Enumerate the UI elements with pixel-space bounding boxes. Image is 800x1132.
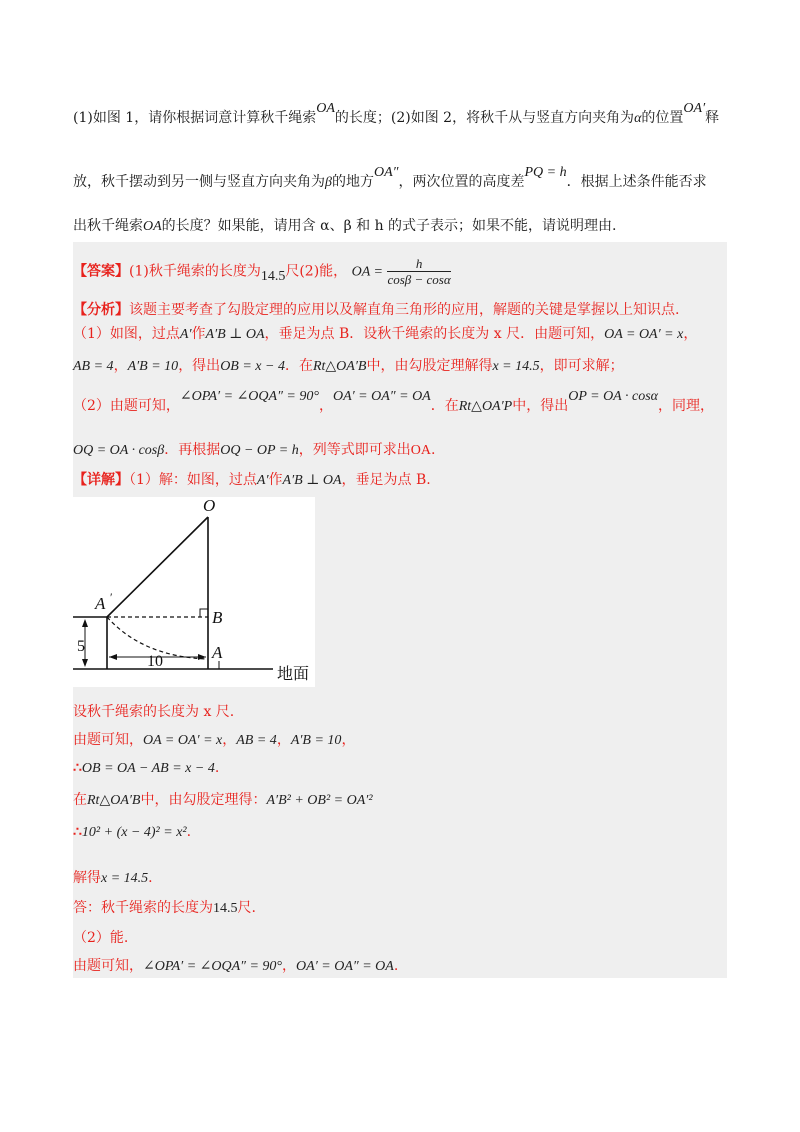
- label-b: B: [212, 608, 223, 627]
- label-10: 10: [147, 653, 163, 670]
- detail-line-5: 在Rt△OA′B中，由勾股定理得：A′B² + OB² = OA′²: [73, 792, 373, 808]
- label-a-prime-mark: ′: [110, 590, 113, 604]
- label-5: 5: [77, 638, 85, 655]
- label-a-prime: A: [95, 594, 106, 613]
- detail-line-3: 由题可知，OA = OA′ = x，AB = 4，A′B = 10，: [73, 732, 356, 748]
- analysis-tag: 【分析】: [73, 302, 129, 318]
- problem-line-1: (1)如图 1，请你根据词意计算秋千绳索OA的长度；(2)如图 2，将秋千从与竖直方向夹角为α的位置OA′释: [73, 101, 720, 126]
- analysis-line-2: （1）如图，过点A′作A′B ⊥ OA，垂足为点 B．设秋千绳索的长度为 x 尺．由题可知，OA = OA′ = x，: [73, 326, 698, 342]
- analysis-line-3: AB = 4，A′B = 10，得出OB = x − 4．在Rt△OA′B中，由勾股定理解得x = 14.5，即可求解；: [73, 358, 624, 374]
- analysis-line-5: OQ = OA · cosβ．再根据OQ − OP = h，列等式即可求出OA.: [73, 442, 436, 458]
- label-o: O: [203, 497, 216, 515]
- detail-line-1: 【详解】（1）解：如图，过点A′作A′B ⊥ OA，垂足为点 B.: [73, 472, 431, 488]
- answer-tag: 【答案】: [73, 263, 129, 280]
- analysis-line-1: 【分析】该题主要考查了勾股定理的应用以及解直角三角形的应用，解题的关键是掌握以上知识点.: [73, 302, 680, 318]
- detail-line-7: 解得x = 14.5.: [73, 870, 153, 886]
- answer-line: 【答案】(1)秋千绳索的长度为14.5尺(2)能， OA = $\frac{h}{\cos\beta - \cos\alpha}$: [73, 256, 451, 287]
- label-a: A: [212, 643, 223, 662]
- label-ground: 地面: [277, 666, 310, 683]
- detail-line-4: ∴OB = OA − AB = x − 4.: [73, 760, 220, 776]
- problem-line-2: 放，秋千摆动到另一侧与竖直方向夹角为β的地方OA″，两次位置的高度差PQ = h．根据上述条件能否求: [73, 165, 707, 190]
- detail-line-6: ∴10² + (x − 4)² = x².: [73, 824, 192, 840]
- analysis-line-4: （2）由题可知，∠OPA′ = ∠OQA″ = 90°，OA′ = OA″ = OA．在Rt△OA′P中，得出OP = OA · cosα，同理，: [73, 389, 714, 414]
- detail-line-10: 由题可知，∠OPA′ = ∠OQA″ = 90°，OA′ = OA″ = OA.: [73, 958, 399, 974]
- math-oa: OA: [316, 101, 335, 116]
- answer-fraction: $\frac{h}{\cos\beta - \cos\alpha}$: [387, 256, 451, 287]
- problem-line-3: 出秋千绳索OA的长度？如果能，请用含 α、β 和 h 的式子表示；如果不能，请说明理由.: [73, 218, 617, 234]
- detail-line-8: 答：秋千绳索的长度为14.5尺.: [73, 900, 256, 916]
- detail-line-2: 设秋千绳索的长度为 x 尺.: [73, 704, 235, 720]
- swing-figure: [73, 497, 323, 687]
- detail-tag: 【详解】: [73, 472, 129, 488]
- detail-line-9: （2）能.: [73, 930, 129, 946]
